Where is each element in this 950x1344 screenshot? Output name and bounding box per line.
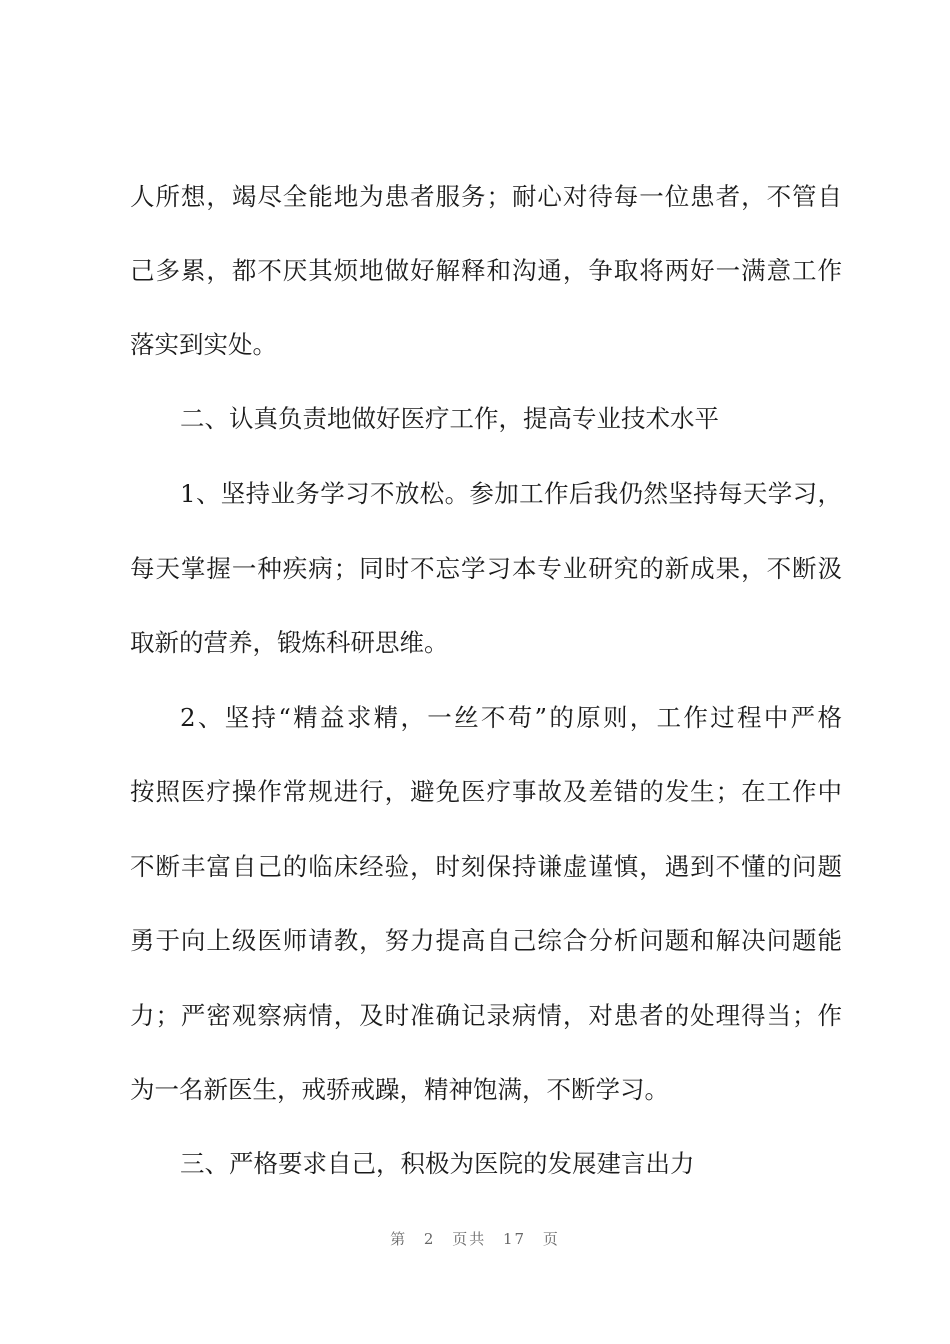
paragraph-line: 己多累，都不厌其烦地做好解释和沟通，争取将两好一满意工作	[130, 256, 842, 285]
section-heading: 三、严格要求自己，积极为医院的发展建言出力	[180, 1149, 695, 1178]
paragraph-line: 2、坚持“精益求精，一丝不苟”的原则，工作过程中严格	[180, 703, 842, 732]
paragraph-line: 取新的营养，锻炼科研思维。	[130, 628, 449, 657]
paragraph-line: 人所想，竭尽全能地为患者服务；耐心对待每一位患者，不管自	[130, 182, 842, 211]
paragraph-line: 1、坚持业务学习不放松。参加工作后我仍然坚持每天学习，	[180, 479, 842, 508]
paragraph-line: 为一名新医生，戒骄戒躁，精神饱满，不断学习。	[130, 1075, 669, 1104]
page-number-footer: 第 2 页共 17 页	[390, 1230, 560, 1248]
paragraph-line: 每天掌握一种疾病；同时不忘学习本专业研究的新成果，不断汲	[130, 554, 842, 583]
paragraph-line: 力；严密观察病情，及时准确记录病情，对患者的处理得当；作	[130, 1001, 842, 1030]
paragraph-line: 按照医疗操作常规进行，避免医疗事故及差错的发生；在工作中	[130, 777, 842, 806]
section-heading: 二、认真负责地做好医疗工作，提高专业技术水平	[180, 404, 719, 433]
paragraph-line: 不断丰富自己的临床经验，时刻保持谦虚谨慎，遇到不懂的问题	[130, 852, 842, 881]
paragraph-line: 落实到实处。	[130, 330, 277, 359]
paragraph-line: 勇于向上级医师请教，努力提高自己综合分析问题和解决问题能	[130, 926, 842, 955]
